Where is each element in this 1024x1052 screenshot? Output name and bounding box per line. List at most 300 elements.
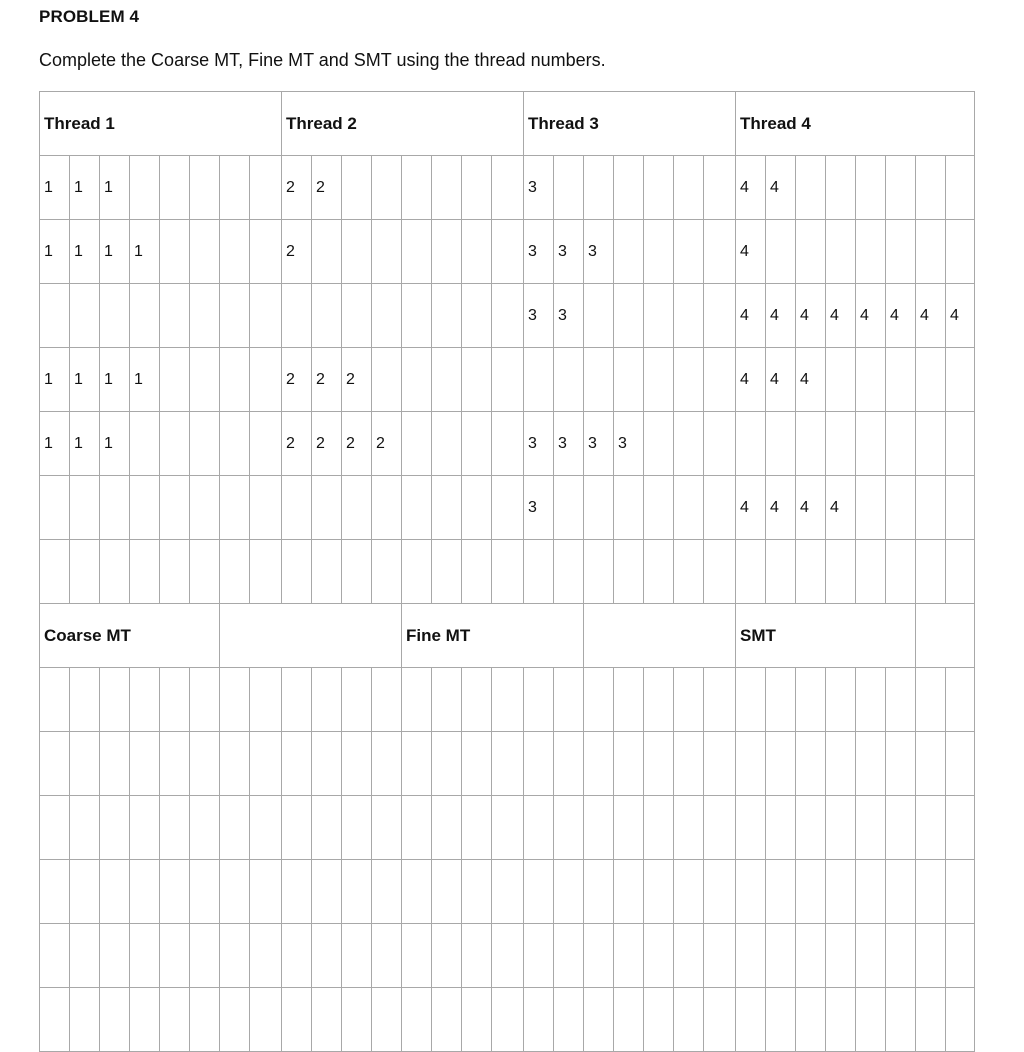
answer-cell[interactable] [584,796,614,860]
answer-cell[interactable] [554,924,584,988]
answer-cell[interactable] [946,668,975,732]
thread-4-header: Thread 4 [736,92,975,156]
answer-cell[interactable] [492,668,524,732]
answer-cell[interactable] [644,860,674,924]
grid-cell [674,348,704,412]
answer-cell[interactable] [40,668,70,732]
answer-cell[interactable] [736,796,766,860]
answer-cell[interactable] [492,860,524,924]
grid-cell [826,540,856,604]
grid-cell [462,348,492,412]
answer-cell[interactable] [312,924,342,988]
answer-cell[interactable] [916,860,946,924]
answer-cell[interactable] [916,732,946,796]
answer-cell[interactable] [40,860,70,924]
answer-cell[interactable] [250,732,282,796]
answer-cell[interactable] [250,796,282,860]
grid-cell [160,412,190,476]
answer-cell[interactable] [70,860,100,924]
thread-2-slot: 2 [312,412,342,476]
answer-row [40,988,975,1052]
answer-cell[interactable] [796,668,826,732]
grid-cell [250,284,282,348]
thread-4-slot: 4 [886,284,916,348]
answer-cell[interactable] [766,924,796,988]
thread-4-slot: 4 [796,476,826,540]
grid-cell [462,220,492,284]
grid-cell [946,476,975,540]
grid-cell [584,156,614,220]
grid-cell [432,284,462,348]
answer-cell[interactable] [250,860,282,924]
grid-cell [70,476,100,540]
answer-cell[interactable] [70,668,100,732]
answer-cell[interactable] [100,860,130,924]
thread-row [40,412,975,476]
answer-cell[interactable] [766,668,796,732]
answer-cell[interactable] [554,732,584,796]
answer-cell[interactable] [704,988,736,1052]
grid-cell [160,220,190,284]
thread-4-slot: 4 [796,348,826,412]
answer-cell[interactable] [584,732,614,796]
answer-cell[interactable] [886,988,916,1052]
thread-3-slot: 3 [524,220,554,284]
answer-cell[interactable] [342,732,372,796]
answer-cell[interactable] [674,988,704,1052]
answer-cell[interactable] [282,668,312,732]
grid-cell [524,348,554,412]
answer-cell[interactable] [160,796,190,860]
answer-cell[interactable] [826,988,856,1052]
answer-cell[interactable] [40,924,70,988]
answer-cell[interactable] [736,668,766,732]
answer-cell[interactable] [644,988,674,1052]
answer-cell[interactable] [826,668,856,732]
answer-cell[interactable] [402,668,432,732]
grid-cell [584,540,614,604]
answer-cell[interactable] [946,924,975,988]
answer-cell[interactable] [160,988,190,1052]
answer-cell[interactable] [312,732,342,796]
answer-cell[interactable] [432,732,462,796]
answer-cell[interactable] [372,860,402,924]
grid-cell [462,476,492,540]
grid-cell [856,476,886,540]
answer-cell[interactable] [342,860,372,924]
answer-cell[interactable] [130,796,160,860]
answer-cell[interactable] [524,732,554,796]
answer-cell[interactable] [524,796,554,860]
answer-cell[interactable] [462,796,492,860]
answer-cell[interactable] [130,924,160,988]
grid-cell [70,284,100,348]
answer-cell[interactable] [856,668,886,732]
answer-cell[interactable] [462,668,492,732]
answer-cell[interactable] [220,732,250,796]
thread-3-header: Thread 3 [524,92,736,156]
answer-cell[interactable] [704,796,736,860]
answer-cell[interactable] [342,988,372,1052]
answer-cell[interactable] [160,860,190,924]
answer-cell[interactable] [190,668,220,732]
answer-cell[interactable] [492,732,524,796]
answer-cell[interactable] [312,988,342,1052]
grid-cell [856,540,886,604]
thread-3-slot: 3 [614,412,644,476]
grid-cell [886,476,916,540]
answer-cell[interactable] [524,988,554,1052]
answer-cell[interactable] [886,860,916,924]
answer-cell[interactable] [282,732,312,796]
grid-cell [402,156,432,220]
thread-3-slot: 3 [554,220,584,284]
answer-cell[interactable] [462,732,492,796]
answer-cell[interactable] [250,988,282,1052]
answer-cell[interactable] [826,924,856,988]
answer-cell[interactable] [644,924,674,988]
thread-4-slot: 4 [736,476,766,540]
answer-cell[interactable] [130,668,160,732]
answer-cell[interactable] [704,732,736,796]
answer-cell[interactable] [402,860,432,924]
grid-cell [492,348,524,412]
answer-cell[interactable] [674,796,704,860]
answer-cell[interactable] [220,988,250,1052]
answer-cell[interactable] [462,924,492,988]
answer-cell[interactable] [492,988,524,1052]
answer-cell[interactable] [312,796,342,860]
thread-1-slot: 1 [130,348,160,412]
grid-cell [766,220,796,284]
answer-cell[interactable] [190,988,220,1052]
grid-cell [736,412,766,476]
answer-cell[interactable] [736,988,766,1052]
grid-cell [886,348,916,412]
answer-cell[interactable] [282,988,312,1052]
answer-cell[interactable] [856,988,886,1052]
answer-cell[interactable] [402,924,432,988]
grid-cell [644,156,674,220]
grid-cell [584,284,614,348]
answer-cell[interactable] [766,988,796,1052]
answer-cell[interactable] [704,860,736,924]
answer-cell[interactable] [916,924,946,988]
answer-cell[interactable] [100,668,130,732]
answer-cell[interactable] [312,668,342,732]
answer-cell[interactable] [100,796,130,860]
grid-cell [40,284,70,348]
answer-cell[interactable] [462,988,492,1052]
answer-cell[interactable] [130,732,160,796]
grid-cell [614,220,644,284]
answer-cell[interactable] [614,860,644,924]
grid-cell [190,540,220,604]
smt-header: SMT [736,604,916,668]
answer-cell[interactable] [372,924,402,988]
answer-cell[interactable] [946,860,975,924]
grid-cell [916,220,946,284]
answer-cell[interactable] [70,924,100,988]
answer-cell[interactable] [584,860,614,924]
answer-cell[interactable] [614,988,644,1052]
grid-cell [492,476,524,540]
answer-cell[interactable] [100,988,130,1052]
answer-cell[interactable] [886,924,916,988]
answer-cell[interactable] [100,924,130,988]
grid-cell [250,156,282,220]
answer-cell[interactable] [644,668,674,732]
thread-3-slot: 3 [524,476,554,540]
answer-cell[interactable] [492,796,524,860]
answer-cell[interactable] [40,796,70,860]
answer-cell[interactable] [614,732,644,796]
answer-cell[interactable] [402,796,432,860]
answer-cell[interactable] [312,860,342,924]
grid-cell [342,220,372,284]
thread-1-slot: 1 [70,412,100,476]
answer-cell[interactable] [70,988,100,1052]
answer-cell[interactable] [856,732,886,796]
answer-cell[interactable] [644,732,674,796]
grid-cell [886,540,916,604]
answer-cell[interactable] [766,796,796,860]
answer-cell[interactable] [372,796,402,860]
grid-cell [130,412,160,476]
answer-cell[interactable] [856,860,886,924]
thread-4-slot: 4 [766,284,796,348]
grid-cell [190,156,220,220]
answer-cell[interactable] [826,860,856,924]
grid-cell [826,220,856,284]
answer-cell[interactable] [190,860,220,924]
answer-cell[interactable] [282,860,312,924]
grid-cell [614,348,644,412]
thread-3-slot: 3 [584,220,614,284]
thread-2-slot: 2 [342,412,372,476]
answer-cell[interactable] [432,988,462,1052]
answer-cell[interactable] [160,668,190,732]
answer-cell[interactable] [190,732,220,796]
grid-cell [946,348,975,412]
answer-cell[interactable] [796,924,826,988]
answer-cell[interactable] [220,668,250,732]
answer-cell[interactable] [402,988,432,1052]
thread-1-header: Thread 1 [40,92,282,156]
answer-cell[interactable] [372,988,402,1052]
answer-cell[interactable] [524,860,554,924]
grid-cell [70,540,100,604]
answer-cell[interactable] [886,796,916,860]
grid-cell [946,220,975,284]
answer-cell[interactable] [916,668,946,732]
grid-cell [766,540,796,604]
answer-cell[interactable] [674,924,704,988]
answer-cell[interactable] [886,732,916,796]
answer-cell[interactable] [250,668,282,732]
grid-cell [40,476,70,540]
grid-cell [674,412,704,476]
answer-cell[interactable] [432,924,462,988]
answer-row [40,732,975,796]
thread-4-slot: 4 [766,156,796,220]
grid-cell [644,540,674,604]
grid-cell [402,412,432,476]
answer-cell[interactable] [432,668,462,732]
answer-cell[interactable] [736,924,766,988]
answer-cell[interactable] [946,988,975,1052]
answer-cell[interactable] [584,924,614,988]
answer-cell[interactable] [704,668,736,732]
answer-cell[interactable] [220,796,250,860]
grid-cell [462,540,492,604]
answer-cell[interactable] [674,668,704,732]
answer-cell[interactable] [220,924,250,988]
answer-cell[interactable] [160,924,190,988]
thread-1-slot: 1 [40,348,70,412]
answer-cell[interactable] [736,732,766,796]
thread-1-slot: 1 [100,156,130,220]
answer-cell[interactable] [524,924,554,988]
answer-cell[interactable] [130,988,160,1052]
thread-row [40,540,975,604]
thread-1-slot: 1 [70,220,100,284]
grid-cell [584,476,614,540]
answer-cell[interactable] [220,860,250,924]
answer-cell[interactable] [796,988,826,1052]
answer-cell[interactable] [524,668,554,732]
thread-2-slot: 2 [282,156,312,220]
thread-4-slot: 4 [826,476,856,540]
grid-cell [946,412,975,476]
answer-cell[interactable] [946,796,975,860]
answer-cell[interactable] [462,860,492,924]
answer-cell[interactable] [40,988,70,1052]
answer-cell[interactable] [916,796,946,860]
grid-cell [432,348,462,412]
answer-cell[interactable] [644,796,674,860]
answer-cell[interactable] [916,988,946,1052]
grid-cell [614,156,644,220]
thread-3-slot: 3 [554,284,584,348]
answer-cell[interactable] [584,668,614,732]
answer-cell[interactable] [342,796,372,860]
answer-cell[interactable] [886,668,916,732]
answer-cell[interactable] [796,732,826,796]
grid-cell [220,412,250,476]
answer-cell[interactable] [402,732,432,796]
grid-cell [282,540,312,604]
answer-cell[interactable] [584,988,614,1052]
answer-cell[interactable] [554,988,584,1052]
grid-cell [342,156,372,220]
answer-cell[interactable] [190,924,220,988]
thread-2-header: Thread 2 [282,92,524,156]
grid-cell [826,156,856,220]
grid-cell [312,220,342,284]
grid-cell [584,348,614,412]
answer-cell[interactable] [856,924,886,988]
answer-cell[interactable] [796,796,826,860]
answer-cell[interactable] [432,796,462,860]
answer-cell[interactable] [674,732,704,796]
answer-cell[interactable] [372,668,402,732]
grid-cell [220,604,402,668]
answer-cell[interactable] [766,732,796,796]
answer-cell[interactable] [282,796,312,860]
thread-grid [39,91,975,1052]
answer-cell[interactable] [856,796,886,860]
thread-header-row [40,92,975,156]
thread-row [40,348,975,412]
answer-cell[interactable] [282,924,312,988]
grid-cell [492,412,524,476]
answer-cell[interactable] [70,796,100,860]
grid-cell [160,156,190,220]
answer-cell[interactable] [190,796,220,860]
answer-cell[interactable] [614,924,644,988]
answer-cell[interactable] [826,796,856,860]
grid-cell [160,284,190,348]
grid-cell [402,540,432,604]
grid-cell [554,156,584,220]
answer-cell[interactable] [250,924,282,988]
grid-cell [856,220,886,284]
answer-cell[interactable] [554,860,584,924]
answer-cell[interactable] [432,860,462,924]
answer-cell[interactable] [492,924,524,988]
grid-cell [554,540,584,604]
grid-cell [250,476,282,540]
thread-1-slot: 1 [70,348,100,412]
grid-cell [190,476,220,540]
answer-cell[interactable] [40,732,70,796]
thread-1-slot: 1 [130,220,160,284]
grid-cell [886,156,916,220]
answer-cell[interactable] [796,860,826,924]
answer-cell[interactable] [614,796,644,860]
answer-cell[interactable] [736,860,766,924]
answer-cell[interactable] [674,860,704,924]
grid-cell [916,540,946,604]
answer-cell[interactable] [614,668,644,732]
grid-cell [372,348,402,412]
answer-cell[interactable] [554,668,584,732]
grid-cell [402,476,432,540]
answer-cell[interactable] [130,860,160,924]
answer-cell[interactable] [826,732,856,796]
answer-cell[interactable] [160,732,190,796]
answer-cell[interactable] [946,732,975,796]
grid-cell [160,540,190,604]
answer-cell[interactable] [372,732,402,796]
answer-cell[interactable] [554,796,584,860]
answer-cell[interactable] [70,732,100,796]
answer-cell[interactable] [704,924,736,988]
answer-cell[interactable] [766,860,796,924]
thread-row [40,284,975,348]
answer-cell[interactable] [100,732,130,796]
answer-cell[interactable] [342,924,372,988]
thread-1-slot: 1 [100,220,130,284]
grid-cell [190,220,220,284]
grid-cell [220,348,250,412]
grid-cell [220,476,250,540]
answer-cell[interactable] [342,668,372,732]
grid-cell [160,348,190,412]
grid-cell [312,540,342,604]
grid-cell [130,540,160,604]
